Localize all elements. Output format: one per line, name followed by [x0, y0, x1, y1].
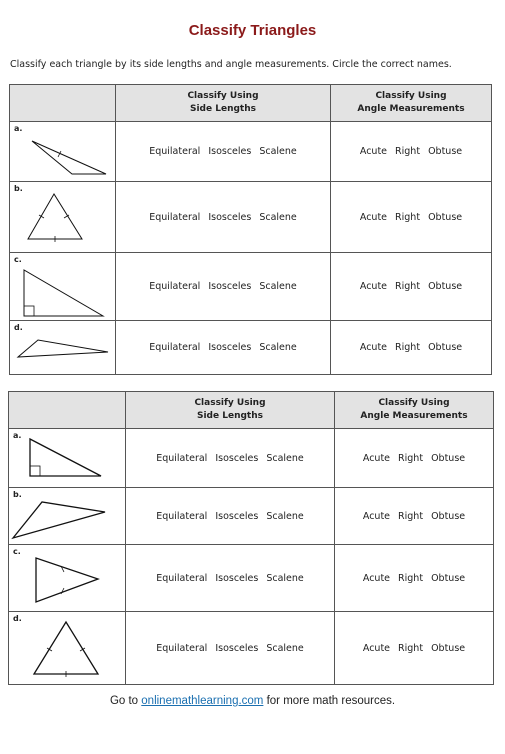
footer: Go to onlinemathlearning.com for more math resources. [109, 695, 396, 707]
angle-options [331, 321, 492, 375]
page-title: Classify Triangles [188, 22, 317, 39]
angle-options [335, 545, 494, 612]
option-isosceles[interactable]: Isosceles [208, 281, 252, 292]
option-scalene[interactable]: Scalene [266, 510, 304, 522]
triangle-cell [10, 253, 116, 321]
row-label: d. [13, 614, 22, 623]
table-row [10, 253, 492, 321]
option-obtuse[interactable]: Obtuse [428, 146, 463, 157]
table-row [9, 612, 494, 685]
angle-options [335, 488, 494, 545]
triangle-a-figure [10, 122, 116, 182]
option-scalene[interactable]: Scalene [259, 342, 297, 353]
option-equilateral[interactable]: Equilateral [156, 452, 208, 464]
triangle-cell [10, 182, 116, 253]
blank-header [9, 392, 126, 429]
row-label: c. [13, 547, 21, 556]
blank-header [10, 85, 116, 122]
option-acute[interactable]: Acute [359, 211, 388, 223]
row-label: b. [14, 184, 23, 193]
option-scalene[interactable]: Scalene [266, 452, 304, 464]
side-options [116, 182, 331, 253]
option-acute[interactable]: Acute [362, 572, 391, 584]
option-right[interactable]: Right [398, 510, 424, 522]
row-label: c. [14, 255, 22, 264]
table-row [9, 545, 494, 612]
option-obtuse[interactable]: Obtuse [428, 211, 463, 223]
triangle-b2-figure [9, 488, 126, 545]
triangle-cell [9, 612, 126, 685]
option-obtuse[interactable]: Obtuse [431, 452, 466, 464]
triangle-a2-figure [9, 429, 126, 488]
instructions: Classify each triangle by its side lengths and angle measurements. Circle the correct names. [10, 59, 452, 70]
triangle-b-figure [10, 182, 116, 253]
table-row [9, 429, 494, 488]
option-isosceles[interactable]: Isosceles [215, 572, 259, 584]
triangle-cell [9, 429, 126, 488]
option-equilateral[interactable]: Equilateral [156, 510, 208, 522]
angle-options [335, 429, 494, 488]
side-options [126, 545, 335, 612]
side-lengths-header: Classify Using Side Lengths [126, 392, 335, 429]
option-right[interactable]: Right [395, 211, 421, 223]
option-isosceles[interactable]: Isosceles [215, 510, 259, 522]
option-right[interactable]: Right [398, 572, 424, 584]
angle-options [331, 182, 492, 253]
option-scalene[interactable]: Scalene [259, 211, 297, 223]
option-right[interactable]: Right [398, 452, 424, 464]
side-options [116, 122, 331, 182]
row-label: d. [14, 323, 23, 332]
row-label: b. [13, 490, 22, 499]
table-row [9, 488, 494, 545]
worksheet-table-1 [9, 84, 492, 375]
option-right[interactable]: Right [395, 342, 421, 353]
option-isosceles[interactable]: Isosceles [208, 211, 252, 223]
option-obtuse[interactable]: Obtuse [428, 342, 463, 353]
angle-options [335, 612, 494, 685]
option-obtuse[interactable]: Obtuse [431, 642, 466, 654]
option-acute[interactable]: Acute [362, 452, 391, 464]
triangle-cell [10, 122, 116, 182]
option-acute[interactable]: Acute [359, 281, 388, 292]
angle-options [331, 122, 492, 182]
triangle-cell [9, 545, 126, 612]
angle-measurements-header: Classify Using Angle Measurements [331, 85, 492, 122]
option-obtuse[interactable]: Obtuse [431, 510, 466, 522]
side-options [126, 488, 335, 545]
option-scalene[interactable]: Scalene [259, 146, 297, 157]
option-isosceles[interactable]: Isosceles [215, 452, 259, 464]
side-lengths-header: Classify Using Side Lengths [116, 85, 331, 122]
option-equilateral[interactable]: Equilateral [149, 146, 201, 157]
triangle-d2-figure [9, 612, 126, 685]
option-equilateral[interactable]: Equilateral [149, 211, 201, 223]
option-scalene[interactable]: Scalene [266, 642, 304, 654]
option-isosceles[interactable]: Isosceles [208, 146, 252, 157]
option-acute[interactable]: Acute [362, 642, 391, 654]
option-obtuse[interactable]: Obtuse [431, 572, 466, 584]
option-right[interactable]: Right [395, 281, 421, 292]
footer-link[interactable]: onlinemathlearning.com [141, 695, 264, 707]
side-options [126, 429, 335, 488]
option-acute[interactable]: Acute [362, 510, 391, 522]
table-row [10, 122, 492, 182]
side-options [116, 321, 331, 375]
side-options [126, 612, 335, 685]
option-isosceles[interactable]: Isosceles [215, 642, 259, 654]
option-equilateral[interactable]: Equilateral [149, 281, 201, 292]
table-row [10, 321, 492, 375]
option-equilateral[interactable]: Equilateral [156, 572, 208, 584]
table-row [10, 182, 492, 253]
option-acute[interactable]: Acute [359, 342, 388, 353]
option-equilateral[interactable]: Equilateral [149, 342, 201, 353]
option-scalene[interactable]: Scalene [259, 281, 297, 292]
row-label: a. [13, 431, 22, 440]
side-options [116, 253, 331, 321]
option-equilateral[interactable]: Equilateral [156, 642, 208, 654]
option-right[interactable]: Right [395, 146, 421, 157]
option-acute[interactable]: Acute [359, 146, 388, 157]
triangle-d-figure [10, 321, 116, 375]
worksheet-table-2 [8, 391, 494, 685]
triangle-cell [10, 321, 116, 375]
triangle-c-figure [10, 253, 116, 321]
triangle-c2-figure [9, 545, 126, 612]
row-label: a. [14, 124, 23, 133]
angle-options [331, 253, 492, 321]
option-isosceles[interactable]: Isosceles [208, 342, 252, 353]
option-scalene[interactable]: Scalene [266, 572, 304, 584]
angle-measurements-header: Classify Using Angle Measurements [335, 392, 494, 429]
option-right[interactable]: Right [398, 642, 424, 654]
triangle-cell [9, 488, 126, 545]
option-obtuse[interactable]: Obtuse [428, 281, 463, 292]
